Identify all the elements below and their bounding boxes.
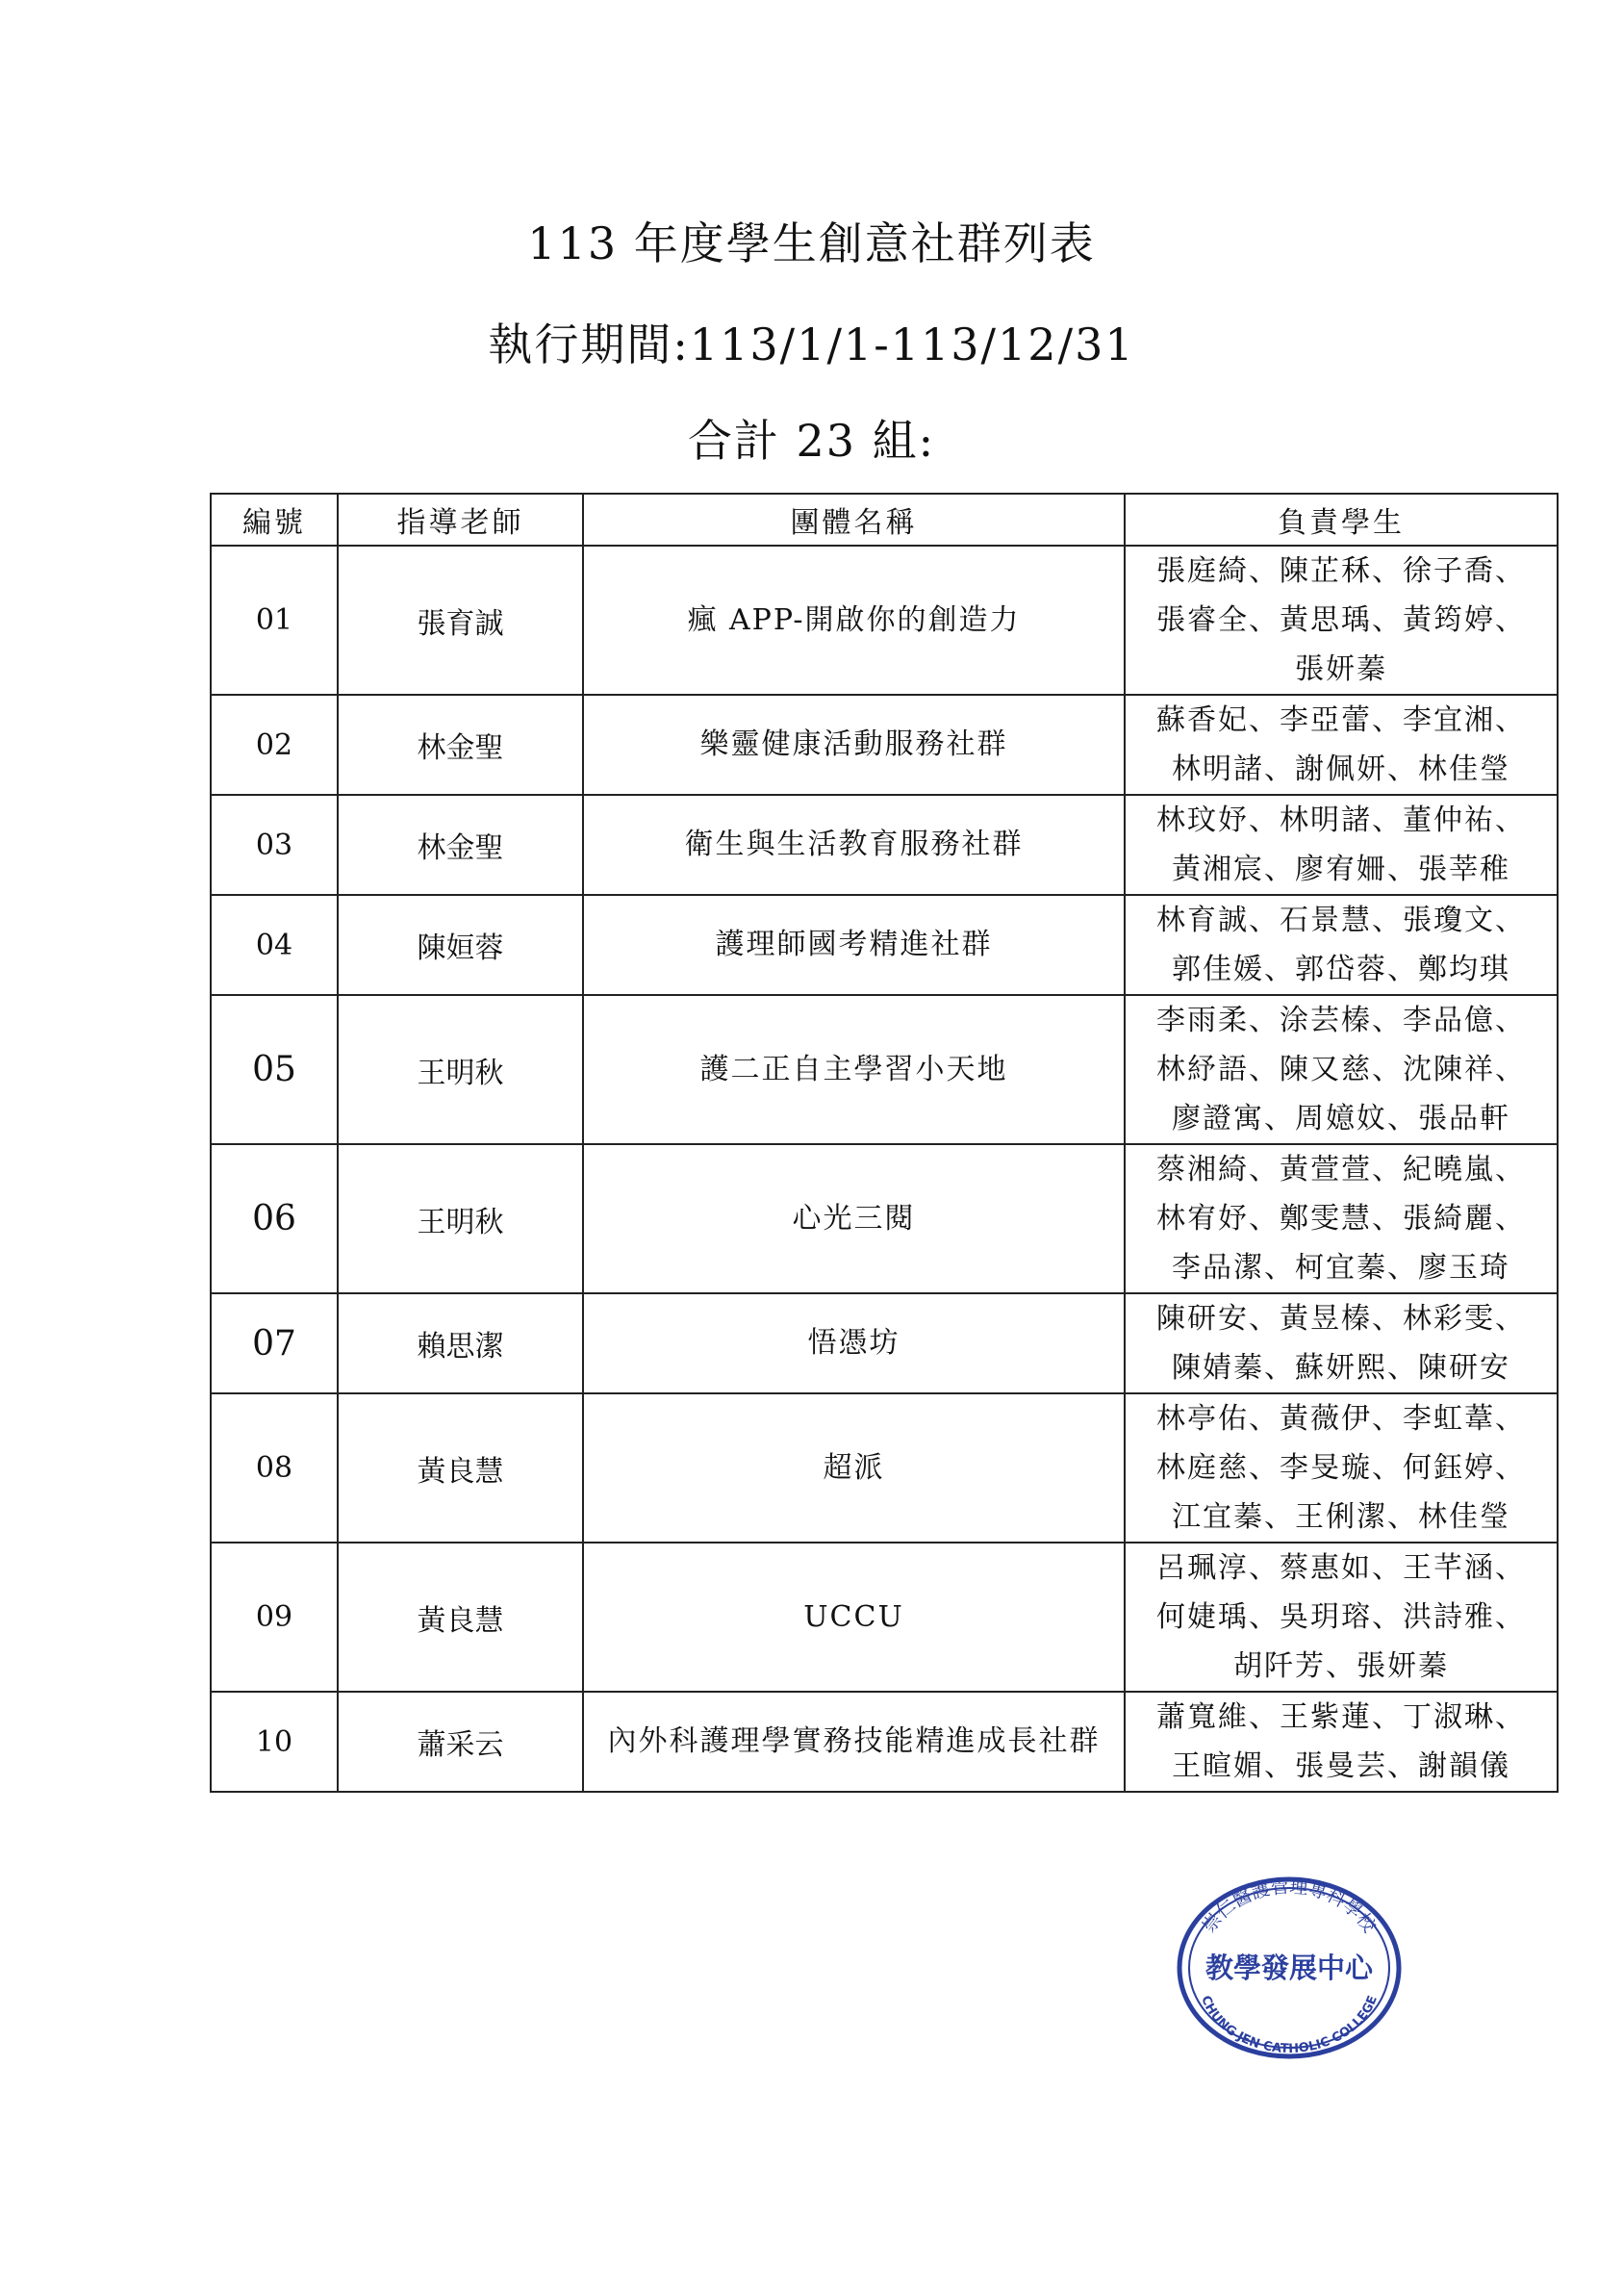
student-line: 張睿全、黃思瑀、黃筠婷、 [1156,603,1526,637]
column-header-teacher: 指導老師 [338,494,583,546]
student-line: 郭佳媛、郭岱蓉、鄭均琪 [1172,953,1510,986]
row-group-name: 超派 [583,1393,1125,1543]
table-row [211,1144,1558,1293]
student-line: 黃湘宸、廖宥姍、張莘稚 [1172,853,1510,886]
row-teacher: 王明秋 [338,1144,583,1293]
row-group-name: 悟憑坊 [583,1293,1125,1393]
row-group-name: 護二正自主學習小天地 [583,995,1125,1144]
column-header-number: 編號 [211,494,338,546]
row-students [1125,795,1558,895]
row-group-name: 瘋 APP-開啟你的創造力 [583,546,1125,695]
student-line: 林亭佑、黃薇伊、李虹葦、 [1156,1402,1526,1436]
row-teacher: 王明秋 [338,995,583,1144]
row-number: 06 [211,1144,338,1293]
student-line: 何婕瑀、吳玥瑢、洪詩雅、 [1156,1600,1526,1634]
student-line: 陳研安、黃昱榛、林彩雯、 [1156,1302,1526,1336]
page-title: 113 年度學生創意社群列表 [527,217,1096,269]
student-line: 張妍蓁 [1295,652,1387,686]
row-group-name: UCCU [583,1543,1125,1692]
table-row [211,1692,1558,1792]
student-line: 王暄媚、張曼芸、謝韻儀 [1172,1749,1510,1783]
row-students [1125,1393,1558,1543]
table-row [211,1543,1558,1692]
student-line: 胡阡芳、張妍蓁 [1233,1649,1449,1683]
row-number: 02 [211,695,338,795]
row-teacher: 黃良慧 [338,1543,583,1692]
row-group-name: 樂靈健康活動服務社群 [583,695,1125,795]
row-teacher: 張育誠 [338,546,583,695]
school-seal [1174,1872,1405,2059]
student-line: 江宜蓁、王俐潔、林佳瑩 [1172,1500,1510,1534]
row-number: 03 [211,795,338,895]
row-number: 04 [211,895,338,995]
row-teacher: 陳姮蓉 [338,895,583,995]
table-row [211,895,1558,995]
group-total: 合計 23 組: [687,415,936,467]
student-line: 陳婧蓁、蘇妍熙、陳研安 [1172,1351,1510,1385]
seal-top-text: 崇仁醫護管理專科學校 [1198,1875,1381,1937]
student-line: 李雨柔、涂芸榛、李品億、 [1156,1004,1526,1037]
row-students [1125,1692,1558,1792]
table-row [211,695,1558,795]
student-line: 林庭慈、李旻璇、何鈺婷、 [1156,1451,1526,1485]
student-line: 林明諸、謝佩妍、林佳瑩 [1172,753,1510,786]
student-line: 廖證寓、周嬑妏、張品軒 [1172,1102,1510,1135]
row-students [1125,1543,1558,1692]
row-students [1125,695,1558,795]
seal-bottom-text: CHUNG JEN CATHOLIC COLLEGE [1198,1993,1381,2057]
execution-period: 執行期間:113/1/1-113/12/31 [488,319,1135,370]
row-students [1125,995,1558,1144]
table-header-row [211,494,1558,546]
community-table [210,493,1559,1793]
student-line: 林玟妤、林明諸、董仲祐、 [1156,804,1526,837]
student-line: 張庭綺、陳芷秝、徐子喬、 [1156,554,1526,588]
row-teacher: 蕭采云 [338,1692,583,1792]
student-line: 蘇香妃、李亞蕾、李宜湘、 [1156,703,1526,737]
row-teacher: 林金聖 [338,795,583,895]
row-teacher: 黃良慧 [338,1393,583,1543]
student-line: 蔡湘綺、黃萱萱、紀曉嵐、 [1156,1153,1526,1186]
row-teacher: 林金聖 [338,695,583,795]
row-number: 10 [211,1692,338,1792]
row-number: 07 [211,1293,338,1393]
column-header-students: 負責學生 [1125,494,1558,546]
row-students [1125,895,1558,995]
table-row [211,995,1558,1144]
table-row [211,1393,1558,1543]
row-students [1125,1144,1558,1293]
row-students [1125,1293,1558,1393]
student-line: 林紓語、陳又慈、沈陳祥、 [1156,1053,1526,1086]
column-header-group-name: 團體名稱 [583,494,1125,546]
row-number: 05 [211,995,338,1144]
row-students [1125,546,1558,695]
row-number: 01 [211,546,338,695]
table-row [211,1293,1558,1393]
row-number: 09 [211,1543,338,1692]
table-row [211,546,1558,695]
student-line: 林宥妤、鄭雯慧、張綺麗、 [1156,1202,1526,1236]
student-line: 李品潔、柯宜蓁、廖玉琦 [1172,1251,1510,1285]
row-group-name: 衛生與生活教育服務社群 [583,795,1125,895]
row-number: 08 [211,1393,338,1543]
student-line: 林育誠、石景慧、張瓊文、 [1156,904,1526,937]
row-group-name: 心光三閱 [583,1144,1125,1293]
student-line: 蕭寬維、王紫蓮、丁淑琳、 [1156,1700,1526,1734]
row-teacher: 賴思潔 [338,1293,583,1393]
seal-center-text: 教學發展中心 [1205,1952,1374,1984]
student-line: 呂珮淳、蔡惠如、王芊涵、 [1156,1551,1526,1585]
table-row [211,795,1558,895]
row-group-name: 護理師國考精進社群 [583,895,1125,995]
row-group-name: 內外科護理學實務技能精進成長社群 [583,1692,1125,1792]
